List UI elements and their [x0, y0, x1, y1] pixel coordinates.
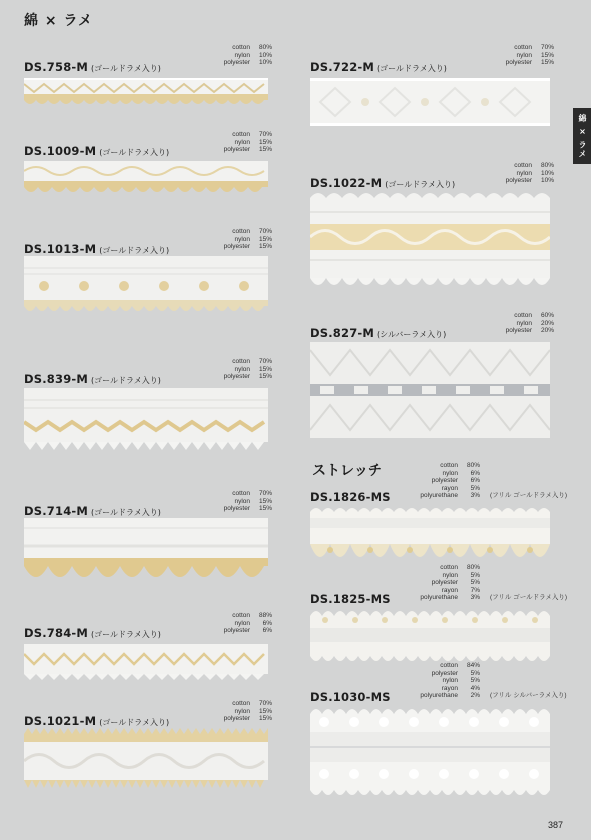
composition-list [188, 358, 272, 381]
composition-material: polyester [223, 243, 250, 251]
product-code: DS.1021-M [24, 714, 97, 728]
composition-row [398, 692, 567, 700]
composition-list [188, 612, 272, 635]
composition-percent: 5% [470, 579, 480, 587]
composition-row [188, 236, 272, 244]
product-code: DS.1009-M [24, 144, 97, 158]
composition-row [470, 320, 554, 328]
composition-material: polyester [431, 669, 458, 677]
composition-material: nylon [516, 319, 532, 327]
composition-row [188, 59, 272, 67]
composition-percent: 10% [540, 177, 554, 185]
composition-percent: 88% [258, 612, 272, 619]
product-card [310, 462, 568, 572]
product-code: DS.1022-M [310, 176, 383, 190]
composition-percent: 3% [470, 492, 480, 500]
composition-percent: 2% [470, 692, 480, 700]
product-code: DS.1826-MS [310, 490, 391, 504]
product-code: DS.1013-M [24, 242, 97, 256]
product-card [24, 358, 272, 458]
composition-note: (フリル シルバーラメ入り) [490, 692, 567, 700]
lace-swatch-image [310, 188, 550, 298]
composition-percent: 70% [540, 44, 554, 51]
composition-row [188, 52, 272, 60]
product-note: (ゴールドラメ入り) [385, 180, 456, 189]
product-card [310, 44, 554, 134]
composition-percent: 80% [466, 564, 480, 571]
composition-material: cotton [232, 700, 250, 707]
composition-material: nylon [234, 138, 250, 146]
composition-row [188, 373, 272, 381]
composition-list [470, 44, 554, 67]
composition-row [188, 366, 272, 374]
product-card [310, 312, 554, 442]
composition-material: polyurethane [420, 692, 458, 700]
lace-swatch-image [24, 516, 268, 588]
composition-material: nylon [234, 619, 250, 627]
product-code: DS.722-M [310, 60, 375, 74]
composition-percent: 6% [470, 469, 480, 477]
composition-percent: 15% [540, 59, 554, 67]
composition-material: nylon [234, 365, 250, 373]
composition-row [188, 228, 272, 236]
composition-row [398, 572, 567, 580]
lace-swatch-image [24, 642, 268, 682]
composition-material: nylon [516, 169, 532, 177]
composition-row [188, 44, 272, 52]
composition-percent: 60% [540, 312, 554, 319]
composition-list [188, 490, 272, 513]
composition-row [470, 327, 554, 335]
composition-material: polyester [223, 373, 250, 381]
composition-material: nylon [234, 497, 250, 505]
composition-row [398, 477, 567, 485]
composition-percent: 70% [258, 490, 272, 497]
product-code: DS.784-M [24, 626, 89, 640]
side-index-tab[interactable]: 綿 × ラメ [573, 108, 591, 164]
product-note: (ゴールドラメ入り) [99, 246, 170, 255]
lace-swatch-image [24, 254, 268, 318]
composition-list [398, 662, 567, 700]
product-code: DS.714-M [24, 504, 89, 518]
product-card [24, 44, 272, 114]
composition-material: polyurethane [420, 492, 458, 500]
composition-percent: 5% [470, 571, 480, 579]
composition-percent: 15% [258, 707, 272, 715]
product-card [310, 662, 567, 804]
composition-material: cotton [232, 131, 250, 138]
page-number: 387 [548, 820, 564, 830]
composition-row [398, 670, 567, 678]
composition-row [188, 505, 272, 513]
product-card [24, 490, 272, 590]
lace-swatch-image [310, 504, 550, 570]
product-note: (シルバーラメ入り) [377, 330, 447, 339]
composition-material: polyester [431, 579, 458, 587]
composition-material: nylon [442, 571, 458, 579]
lace-swatch-image [24, 386, 268, 454]
composition-material: cotton [232, 358, 250, 365]
composition-row [188, 700, 272, 708]
composition-row [470, 44, 554, 52]
composition-percent: 70% [258, 228, 272, 235]
product-card [24, 131, 272, 203]
product-code: DS.758-M [24, 60, 89, 74]
product-note: (ゴールドラメ入り) [91, 630, 161, 639]
composition-percent: 15% [258, 505, 272, 513]
composition-row [188, 139, 272, 147]
composition-percent: 15% [258, 497, 272, 505]
composition-percent: 6% [262, 627, 272, 635]
composition-percent: 80% [540, 162, 554, 169]
composition-percent: 70% [258, 358, 272, 365]
composition-row [398, 677, 567, 685]
lace-swatch-image [310, 340, 550, 440]
composition-material: cotton [440, 564, 458, 571]
composition-row [470, 59, 554, 67]
composition-material: polyester [505, 327, 532, 335]
composition-percent: 15% [540, 51, 554, 59]
composition-row [188, 131, 272, 139]
composition-row [398, 579, 567, 587]
composition-percent: 84% [466, 662, 480, 669]
composition-material: nylon [442, 677, 458, 685]
composition-row [188, 243, 272, 251]
product-note: (ゴールドラメ入り) [91, 508, 161, 517]
composition-material: polyester [223, 715, 250, 723]
composition-list [188, 700, 272, 723]
composition-material: rayon [441, 684, 458, 692]
product-note: (ゴールドラメ入り) [99, 718, 170, 727]
lace-swatch-image [310, 704, 550, 802]
composition-material: rayon [441, 484, 458, 492]
composition-material: cotton [514, 312, 532, 319]
lace-swatch-image [24, 157, 268, 199]
composition-material: polyester [505, 59, 532, 67]
composition-row [188, 612, 272, 620]
composition-note: (フリル ゴールドラメ入り) [490, 492, 568, 500]
product-note: (ゴールドラメ入り) [99, 148, 170, 157]
composition-percent: 5% [470, 677, 480, 685]
composition-list [188, 228, 272, 251]
composition-row [188, 146, 272, 154]
composition-row [188, 627, 272, 635]
composition-material: polyester [223, 59, 250, 67]
composition-percent: 6% [470, 477, 480, 485]
lace-swatch-image [310, 606, 550, 666]
composition-percent: 15% [258, 715, 272, 723]
composition-material: polyester [431, 477, 458, 485]
composition-material: cotton [514, 44, 532, 51]
composition-row [470, 170, 554, 178]
composition-percent: 15% [258, 146, 272, 154]
product-note: (ゴールドラメ入り) [377, 64, 447, 73]
composition-percent: 80% [258, 44, 272, 51]
product-card [24, 612, 272, 684]
lace-swatch-image [24, 728, 268, 798]
composition-note: (フリル ゴールドラメ入り) [490, 594, 568, 602]
composition-row [470, 52, 554, 60]
composition-row [188, 708, 272, 716]
composition-percent: 15% [258, 365, 272, 373]
product-code: DS.1030-MS [310, 690, 391, 704]
composition-percent: 6% [262, 619, 272, 627]
stretch-section-title: ストレッチ [312, 463, 382, 479]
product-card [24, 700, 272, 800]
product-note: (ゴールドラメ入り) [91, 376, 161, 385]
composition-list [470, 312, 554, 335]
product-code: DS.1825-MS [310, 592, 391, 606]
composition-percent: 15% [258, 373, 272, 381]
product-note: (ゴールドラメ入り) [91, 64, 161, 73]
composition-percent: 10% [258, 59, 272, 67]
composition-percent: 7% [470, 586, 480, 594]
composition-percent: 3% [470, 594, 480, 602]
composition-material: polyester [505, 177, 532, 185]
composition-row [398, 594, 567, 602]
composition-material: polyester [223, 505, 250, 513]
composition-row [470, 312, 554, 320]
composition-material: nylon [234, 235, 250, 243]
composition-percent: 70% [258, 131, 272, 138]
composition-list [188, 44, 272, 67]
composition-row [398, 462, 567, 470]
composition-row [470, 177, 554, 185]
composition-row [398, 662, 567, 670]
composition-list [398, 462, 567, 500]
composition-percent: 15% [258, 243, 272, 251]
composition-percent: 10% [258, 51, 272, 59]
composition-row [398, 564, 567, 572]
composition-list [470, 162, 554, 185]
product-card [310, 564, 568, 668]
composition-row [398, 492, 567, 500]
product-code: DS.839-M [24, 372, 89, 386]
composition-material: nylon [516, 51, 532, 59]
composition-list [398, 564, 567, 602]
composition-row [188, 498, 272, 506]
composition-percent: 5% [470, 669, 480, 677]
composition-row [470, 162, 554, 170]
composition-percent: 15% [258, 138, 272, 146]
composition-percent: 10% [540, 169, 554, 177]
composition-material: cotton [440, 662, 458, 669]
composition-material: nylon [234, 707, 250, 715]
composition-material: polyester [223, 627, 250, 635]
composition-material: polyester [223, 146, 250, 154]
product-name [24, 624, 161, 642]
composition-material: polyurethane [420, 594, 458, 602]
composition-percent: 15% [258, 235, 272, 243]
composition-material: cotton [232, 490, 250, 497]
page-title: 綿 × ラメ [24, 13, 94, 29]
composition-row [188, 715, 272, 723]
composition-material: cotton [232, 612, 250, 619]
composition-material: cotton [440, 462, 458, 469]
composition-material: nylon [234, 51, 250, 59]
composition-percent: 5% [470, 484, 480, 492]
composition-row [188, 620, 272, 628]
composition-material: cotton [514, 162, 532, 169]
composition-percent: 20% [540, 327, 554, 335]
composition-percent: 4% [470, 684, 480, 692]
composition-list [188, 131, 272, 154]
product-card [24, 228, 272, 318]
composition-percent: 20% [540, 319, 554, 327]
composition-percent: 80% [466, 462, 480, 469]
composition-material: cotton [232, 228, 250, 235]
composition-percent: 70% [258, 700, 272, 707]
lace-swatch-image [310, 74, 550, 130]
composition-material: nylon [442, 469, 458, 477]
product-code: DS.827-M [310, 326, 375, 340]
composition-material: rayon [441, 586, 458, 594]
product-card [310, 162, 554, 302]
composition-row [188, 490, 272, 498]
composition-material: cotton [232, 44, 250, 51]
composition-row [398, 470, 567, 478]
composition-row [188, 358, 272, 366]
lace-swatch-image [24, 72, 268, 110]
